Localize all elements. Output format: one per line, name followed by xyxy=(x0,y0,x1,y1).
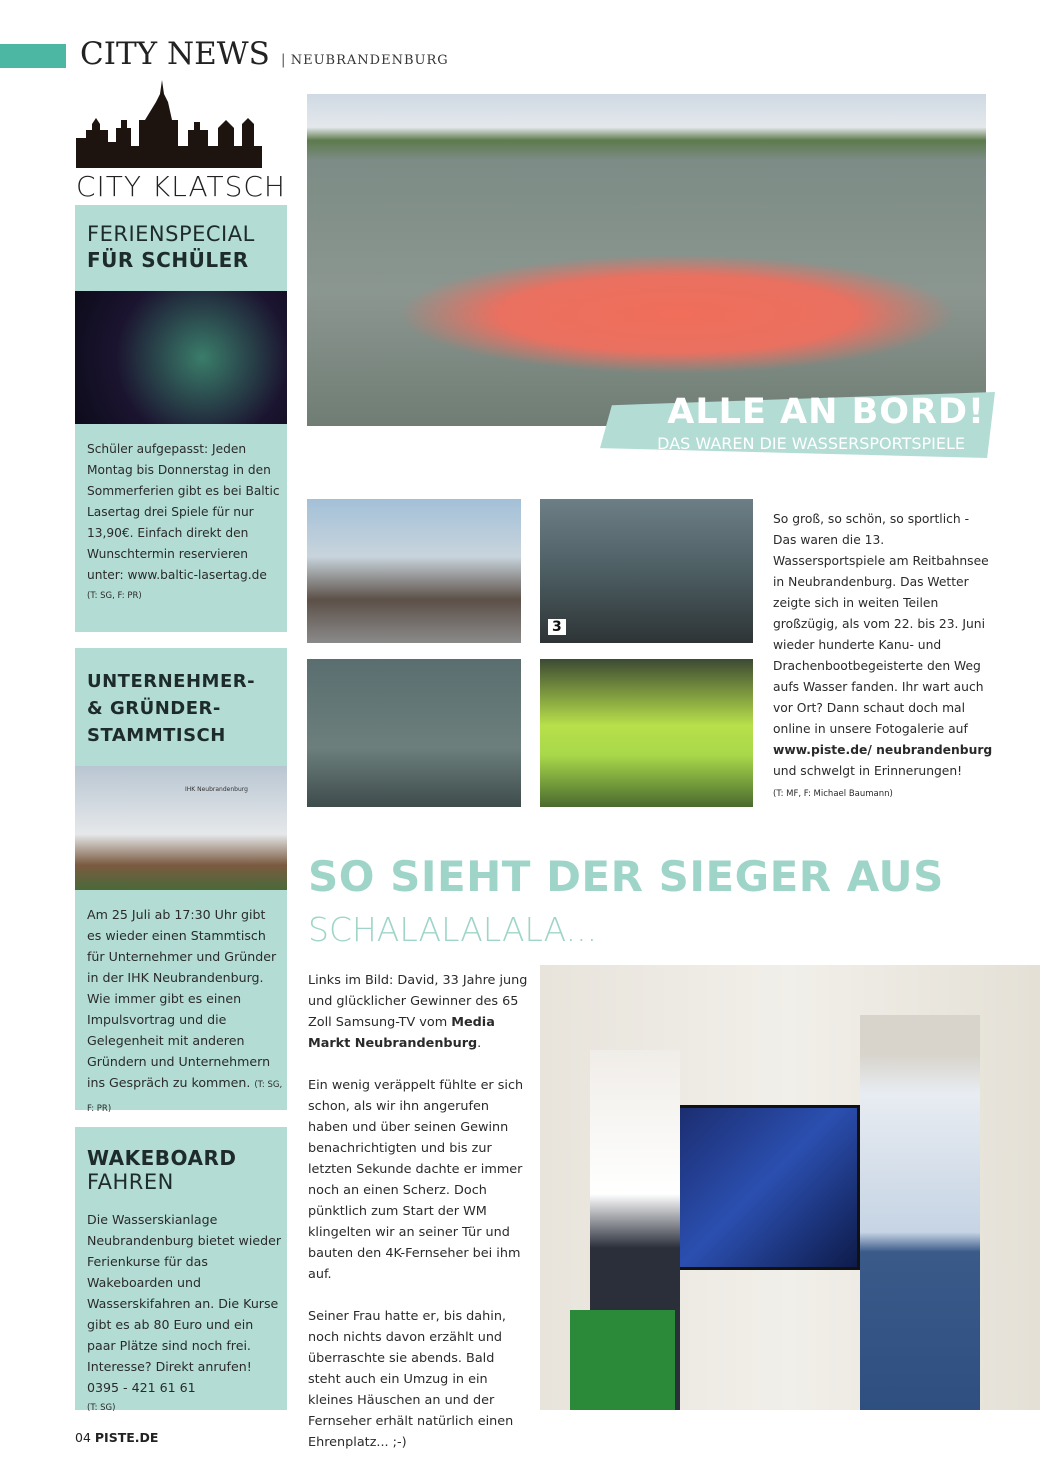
photo-kayakers xyxy=(307,659,521,807)
article2-headline: SO SIEHT DER SIEGER AUS xyxy=(308,852,944,901)
dragon-boat-photo xyxy=(307,94,986,426)
box-title: FERIENSPECIAL xyxy=(87,222,255,246)
box-title: FAHREN xyxy=(87,1170,174,1194)
skyline-logo xyxy=(76,80,288,168)
header: CITY NEWS | NEUBRANDENBURG xyxy=(80,36,449,72)
photo-two-men xyxy=(307,499,521,643)
tv-screen xyxy=(660,1105,860,1270)
city-klatsch-label: CITY KLATSCH xyxy=(76,170,286,203)
stammtisch-box: UNTERNEHMER- & GRÜNDER- STAMMTISCH IHK Neubrandenburg Am 25 Juli ab 17:30 Uhr gibt es wieder einen Stammtisch für Unternehmer und Gründer in der IHK Neubrandenburg. Wie immer gibt es einen Impulsvortrag und die Gelegenheit mit anderen Gründern und Unternehmern ins Gespräch zu kommen. (T: SG, F: PR) xyxy=(75,648,287,1110)
article-subheadline: DAS WAREN DIE WASSERSPORTSPIELE xyxy=(657,434,965,453)
box-title-bold: WAKEBOARD xyxy=(87,1146,237,1170)
wakeboard-box: WAKEBOARD FAHREN Die Wasserskianlage Neubrandenburg bietet wieder Ferienkurse für das Wakeboarden und Wasserskifahren an. Die Kurse gibt es ab 80 Euro und ein paar Plätze sind noch frei. Interesse? Direkt anrufen! 0395 - 421 61 61 (T: SG) xyxy=(75,1127,287,1410)
article2-body: Links im Bild: David, 33 Jahre jung und glücklicher Gewinner des 65 Zoll Samsung-TV vom Media Markt Neubrandenburg. Ein wenig veräppelt fühlte er sich schon, als wir ihn angerufen haben und über seinen Gewinn benachrichtigten und bis zur letzten Sekunde dachte er immer noch an einen Scherz. Doch pünktlich zum Start der WM klingelten wir an seiner Tür und bauten den 4K-Fernseher bei ihm auf. Seiner Frau hatte er, bis dahin, noch nichts davon erzählt und überraschte sie abends. Bald steht auch ein Umzug in ein kleines Häuschen an und der Fernseher erhält natürlich einen Ehrenplatz... ;-) xyxy=(308,973,528,1450)
ferienspecial-box: FERIENSPECIAL FÜR SCHÜLER Schüler aufgepasst: Jeden Montag bis Donnerstag in den Sommerferien gibt es bei Baltic Lasertag drei Spiele für nur 13,90€. Einfach direkt den Wunschtermin reservieren unter: www.baltic-lasertag.de (T: SG, F: PR) xyxy=(75,205,287,632)
winner-tv-photo xyxy=(540,965,1040,1410)
brand: PISTE.DE xyxy=(94,1430,159,1445)
header-accent-bar xyxy=(0,44,66,68)
box-title-bold: FÜR SCHÜLER xyxy=(87,248,249,272)
photo-dragon-boat-team: 3 xyxy=(540,499,753,643)
footer xyxy=(75,1430,158,1445)
photo-team-green-shirts xyxy=(540,659,753,807)
city-name: NEUBRANDENBURG xyxy=(290,53,449,68)
article-headline: ALLE AN BORD! xyxy=(667,392,985,432)
box-title: UNTERNEHMER- & GRÜNDER- STAMMTISCH xyxy=(87,671,256,746)
lasertag-photo xyxy=(75,291,287,424)
page-number: 04 xyxy=(75,1430,91,1445)
article1-body: So groß, so schön, so sportlich - Das waren die 13. Wassersportspiele am Reitbahnsee in Neubrandenburg. Das Wetter zeigte sich in weiten Teilen großzügig, als vom 22. bis 23. Juni wieder hunderte Kanu- und Drachenbootbegeisterte den Weg aufs Wasser fanden. Ihr wart auch vor Ort? Dann schaut doch mal online in unsere Fotogalerie auf www.piste.de/ neubrandenburg und schwelgt in Erinnerungen! (T: MF, F: Michael Baumann) xyxy=(773,512,993,799)
article2-subheadline: SCHALALALALA... xyxy=(308,910,598,949)
gallery-link[interactable]: www.piste.de/ neubrandenburg xyxy=(773,743,993,757)
section-title: CITY NEWS xyxy=(80,36,270,72)
ihk-building-photo: IHK Neubrandenburg xyxy=(75,766,287,890)
